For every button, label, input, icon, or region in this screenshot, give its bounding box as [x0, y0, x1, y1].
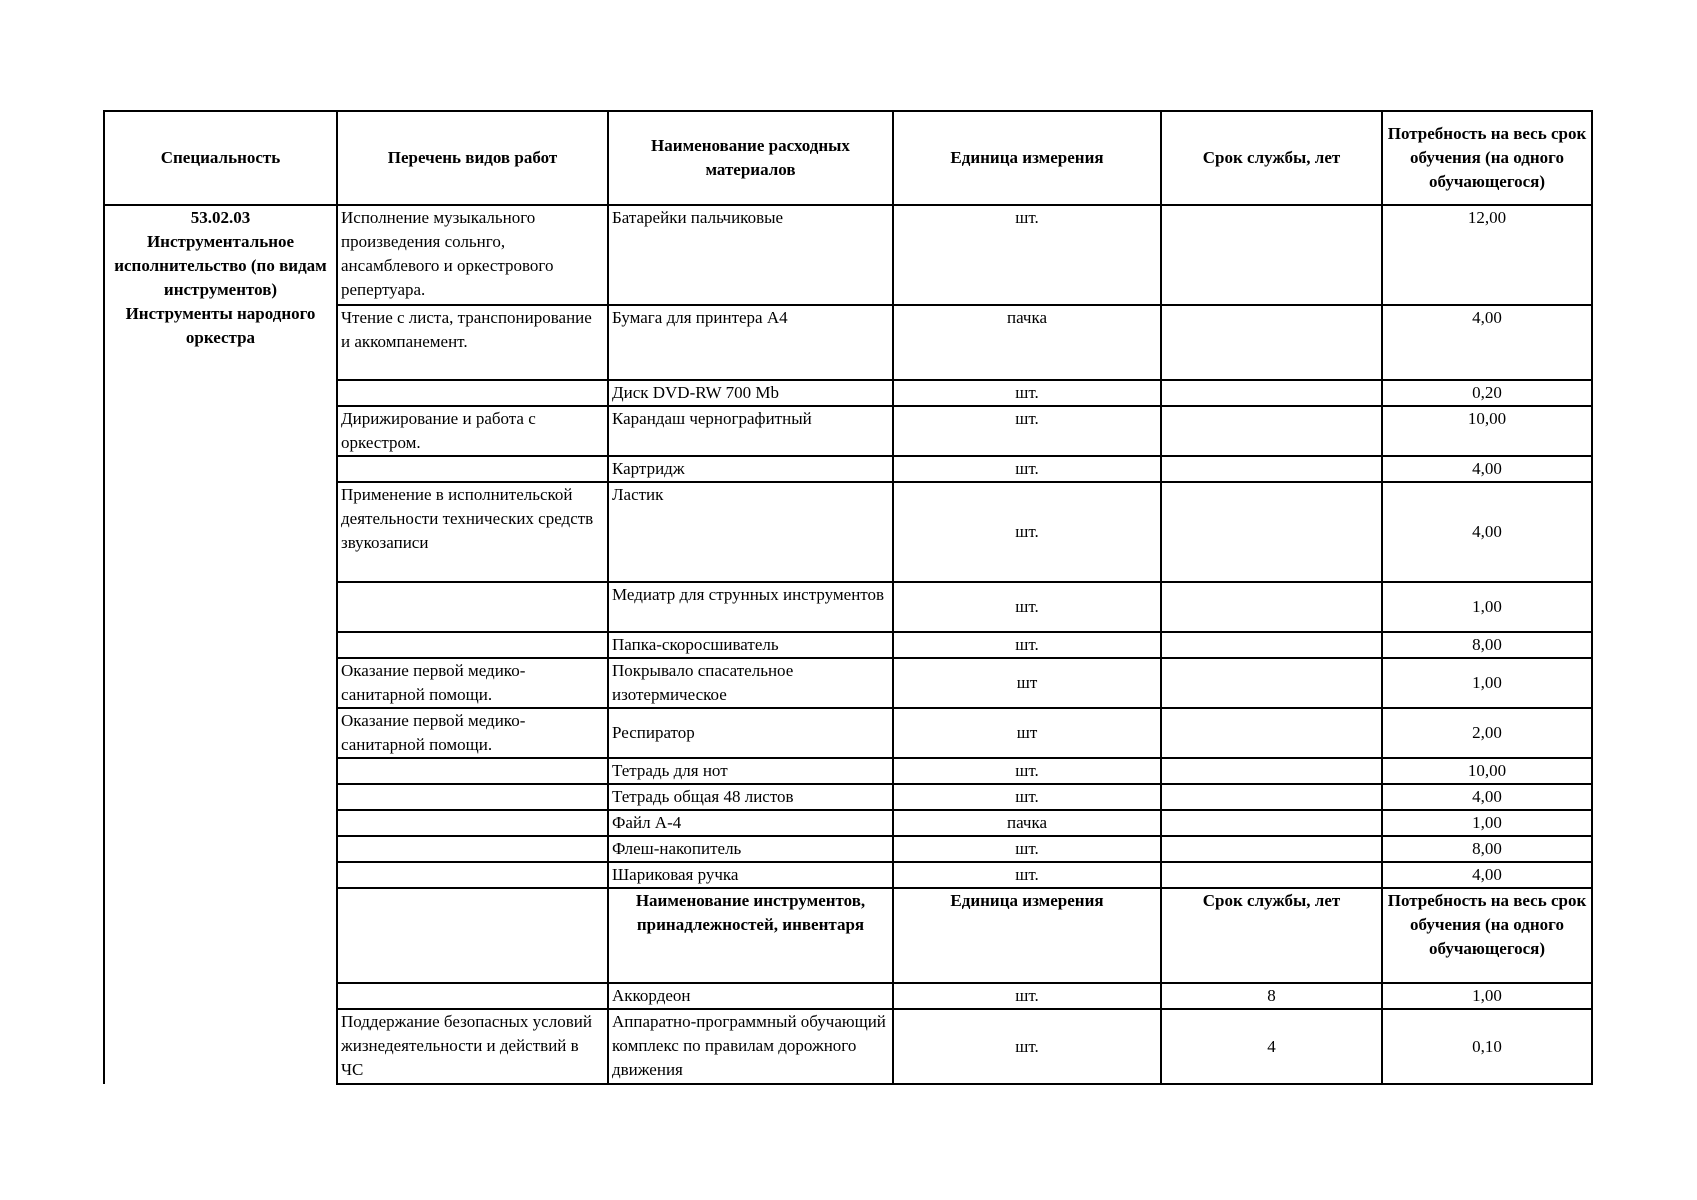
work-cell	[337, 836, 608, 862]
need-cell: 12,00	[1382, 205, 1592, 305]
work-cell	[337, 888, 608, 983]
unit-cell: шт.	[893, 862, 1161, 888]
item-cell: Аппаратно-программный обучающий комплекс по правилам дорожного движения	[608, 1009, 893, 1084]
item-cell: Покрывало спасательное изотермическое	[608, 658, 893, 708]
subheader-item: Наименование инструментов, принадлежностей, инвентаря	[608, 888, 893, 983]
need-cell: 2,00	[1382, 708, 1592, 758]
specialty-cell	[104, 205, 337, 1084]
unit-cell: шт.	[893, 482, 1161, 582]
service-cell	[1161, 305, 1382, 380]
subheader-service-life: Срок службы, лет	[1161, 888, 1382, 983]
service-cell	[1161, 482, 1382, 582]
unit-cell: шт.	[893, 205, 1161, 305]
header-specialty: Специальность	[104, 111, 337, 205]
item-cell: Карандаш черногрaфитный	[608, 406, 893, 456]
service-cell	[1161, 406, 1382, 456]
item-cell: Папка-скоросшиватель	[608, 632, 893, 658]
header-works: Перечень видов работ	[337, 111, 608, 205]
need-cell: 4,00	[1382, 482, 1592, 582]
subheader-need: Потребность на весь срок обучения (на одного обучающегося)	[1382, 888, 1592, 983]
unit-cell: шт.	[893, 632, 1161, 658]
header-row	[104, 111, 1592, 205]
specialty-profile: Инструменты народного оркестра	[125, 304, 316, 347]
work-cell	[337, 582, 608, 632]
work-cell	[337, 862, 608, 888]
service-cell	[1161, 810, 1382, 836]
service-cell	[1161, 582, 1382, 632]
item-cell: Ластик	[608, 482, 893, 582]
unit-cell: пачка	[893, 810, 1161, 836]
specialty-title: Инструментальное исполнительство (по видам инструментов)	[114, 232, 327, 299]
work-cell: Оказание первой медико-санитарной помощи.	[337, 658, 608, 708]
service-cell	[1161, 380, 1382, 406]
header-service-life: Срок службы, лет	[1161, 111, 1382, 205]
work-cell: Оказание первой медико-санитарной помощи.	[337, 708, 608, 758]
need-cell: 4,00	[1382, 305, 1592, 380]
unit-cell: шт	[893, 708, 1161, 758]
item-cell: Аккордеон	[608, 983, 893, 1009]
work-cell	[337, 632, 608, 658]
work-cell: Дирижирование и работа с оркестром.	[337, 406, 608, 456]
need-cell: 1,00	[1382, 658, 1592, 708]
unit-cell: шт.	[893, 983, 1161, 1009]
item-cell: Тетрадь общая 48 листов	[608, 784, 893, 810]
need-cell: 4,00	[1382, 456, 1592, 482]
service-cell	[1161, 758, 1382, 784]
service-cell	[1161, 784, 1382, 810]
item-cell: Флеш-накопитель	[608, 836, 893, 862]
unit-cell: шт	[893, 658, 1161, 708]
work-cell: Исполнение музыкального произведения сольнго, ансамблевого и оркестрового репертуара.	[337, 205, 608, 305]
subheader-unit: Единица измерения	[893, 888, 1161, 983]
header-need: Потребность на весь срок обучения (на одного обучающегося)	[1382, 111, 1592, 205]
consumables-table	[103, 110, 1593, 1085]
work-cell	[337, 758, 608, 784]
item-cell: Медиатр для струнных инструментов	[608, 582, 893, 632]
need-cell: 0,10	[1382, 1009, 1592, 1084]
item-cell: Батарейки пальчиковые	[608, 205, 893, 305]
need-cell: 0,20	[1382, 380, 1592, 406]
work-cell: Применение в исполнительской деятельности технических средств звукозаписи	[337, 482, 608, 582]
need-cell: 1,00	[1382, 983, 1592, 1009]
work-cell	[337, 380, 608, 406]
header-material: Наименование расходных материалов	[608, 111, 893, 205]
service-cell	[1161, 658, 1382, 708]
need-cell: 1,00	[1382, 810, 1592, 836]
service-cell: 4	[1161, 1009, 1382, 1084]
work-cell	[337, 456, 608, 482]
unit-cell: шт.	[893, 456, 1161, 482]
need-cell: 10,00	[1382, 758, 1592, 784]
unit-cell: шт.	[893, 758, 1161, 784]
specialty-code: 53.02.03	[190, 208, 251, 227]
item-cell: Картридж	[608, 456, 893, 482]
need-cell: 10,00	[1382, 406, 1592, 456]
unit-cell: шт.	[893, 406, 1161, 456]
item-cell: Диск DVD-RW 700 Mb	[608, 380, 893, 406]
need-cell: 8,00	[1382, 836, 1592, 862]
work-cell: Чтение с листа, транспонирование и аккомпанемент.	[337, 305, 608, 380]
table-row	[104, 205, 1592, 305]
header-unit: Единица измерения	[893, 111, 1161, 205]
unit-cell: шт.	[893, 582, 1161, 632]
need-cell: 1,00	[1382, 582, 1592, 632]
service-cell	[1161, 708, 1382, 758]
need-cell: 4,00	[1382, 862, 1592, 888]
unit-cell: шт.	[893, 784, 1161, 810]
item-cell: Респиратор	[608, 708, 893, 758]
item-cell: Файл А-4	[608, 810, 893, 836]
service-cell	[1161, 632, 1382, 658]
item-cell: Шариковая ручка	[608, 862, 893, 888]
service-cell: 8	[1161, 983, 1382, 1009]
need-cell: 4,00	[1382, 784, 1592, 810]
service-cell	[1161, 836, 1382, 862]
service-cell	[1161, 862, 1382, 888]
work-cell	[337, 810, 608, 836]
unit-cell: шт.	[893, 380, 1161, 406]
item-cell: Тетрадь для нот	[608, 758, 893, 784]
unit-cell: пачка	[893, 305, 1161, 380]
unit-cell: шт.	[893, 1009, 1161, 1084]
work-cell	[337, 983, 608, 1009]
unit-cell: шт.	[893, 836, 1161, 862]
item-cell: Бумага для принтера А4	[608, 305, 893, 380]
work-cell: Поддержание безопасных условий жизнедеятельности и действий в ЧС	[337, 1009, 608, 1084]
need-cell: 8,00	[1382, 632, 1592, 658]
service-cell	[1161, 205, 1382, 305]
service-cell	[1161, 456, 1382, 482]
work-cell	[337, 784, 608, 810]
